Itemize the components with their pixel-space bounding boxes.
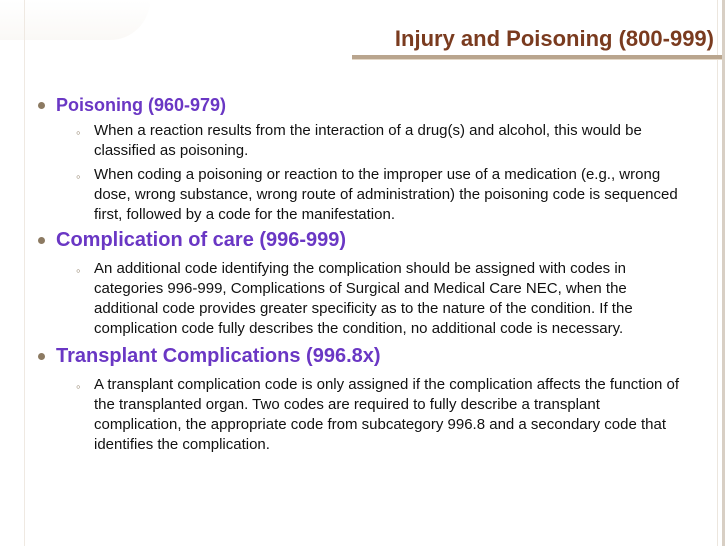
list-item-text: When coding a poisoning or reaction to the improper use of a medication (e.g., wrong dose, wrong substance, wrong route of administration) the poisoning code is sequenced first, followed by a code for the manifestation. <box>94 166 678 223</box>
section-heading-text: Transplant Complications (996.8x) <box>56 345 381 367</box>
section-heading <box>18 93 720 117</box>
sub-bullet-icon: ◦ <box>76 125 81 140</box>
sub-bullet-icon: ◦ <box>76 169 81 184</box>
section-heading-text: Complication of care (996-999) <box>56 229 347 251</box>
section-heading-text: Poisoning (960-979) <box>56 95 227 115</box>
list-item-text: When a reaction results from the interaction of a drug(s) and alcohol, this would be classified as poisoning. <box>94 122 642 159</box>
sub-bullet-icon: ◦ <box>76 379 81 394</box>
list-item-text: A transplant complication code is only assigned if the complication affects the function of the transplanted organ. Two codes are required to fully describe a transplant complication, the appropriate code from subcategory 996.8 and a secondary code that identifies the complication. <box>94 376 680 453</box>
list-item <box>18 121 684 161</box>
title-underline-accent <box>352 59 722 60</box>
section-transplant-complications <box>18 343 720 455</box>
bullet-icon <box>38 102 45 109</box>
list-item-text: An additional code identifying the complication should be assigned with codes in categories 996-999, Complications of Surgical and Medical Care NEC, when the additional code provides greater specificity as to the nature of the condition. If the complication code fully describes the condition, no additional code is necessary. <box>94 260 633 337</box>
list-item <box>18 165 684 225</box>
section-heading <box>18 343 720 369</box>
bullet-icon <box>38 353 45 360</box>
bullet-icon <box>38 237 45 244</box>
section-heading <box>18 227 720 253</box>
sub-bullet-icon: ◦ <box>76 263 81 278</box>
slide-title: Injury and Poisoning (800-999) <box>394 26 714 51</box>
slide-content <box>56 93 720 455</box>
section-poisoning <box>18 93 720 225</box>
list-item <box>18 259 684 339</box>
section-complication-of-care <box>18 227 720 339</box>
list-item <box>18 375 684 455</box>
frame-line-right <box>722 0 725 546</box>
corner-ornament <box>0 0 150 40</box>
